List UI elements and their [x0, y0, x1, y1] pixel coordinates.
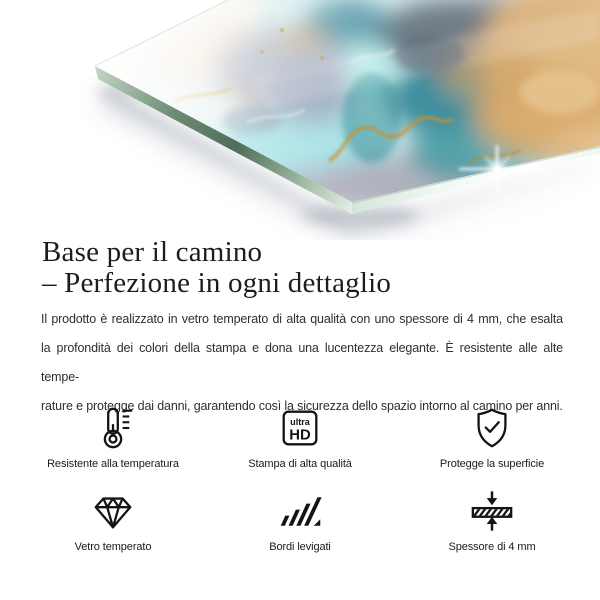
feature-surface-protection: [392, 405, 592, 470]
ultra-hd-icon: [277, 405, 323, 451]
diamond-icon: [90, 488, 136, 534]
product-description: [41, 305, 563, 421]
product-hero-image: [0, 0, 600, 240]
feature-label: Stampa di alta qualità: [248, 458, 352, 470]
feature-temperature: [13, 405, 213, 470]
polished-edges-icon: [277, 488, 323, 534]
title-line-1: Base per il camino: [42, 236, 263, 268]
feature-thickness: [392, 488, 592, 553]
glass-panel-image: [0, 0, 600, 240]
feature-tempered-glass: [13, 488, 213, 553]
feature-label: Protegge la superficie: [439, 458, 545, 470]
ultra-hd-badge-top: ultra: [290, 417, 310, 428]
title-line-2: – Perfezione in ogni dettaglio: [42, 267, 392, 299]
compressed-thickness-icon: [469, 488, 515, 534]
description-line: Il prodotto è realizzato in vetro temperato di alta qualità con uno spessore di 4 mm, che esalta: [41, 312, 563, 326]
thermometer-icon: [90, 405, 136, 451]
feature-label: Resistente alla temperatura: [47, 458, 179, 470]
feature-label: Bordi levigati: [269, 541, 331, 553]
feature-label: Vetro temperato: [74, 541, 152, 553]
feature-label: Spessore di 4 mm: [448, 541, 536, 553]
shield-check-icon: [469, 405, 515, 451]
feature-polished-edges: [200, 488, 400, 553]
page-title: [42, 237, 391, 299]
ultra-hd-badge-bottom: HD: [289, 427, 311, 444]
description-line: rature e protegge dai danni, garantendo così la sicurezza dello spazio intorno al camino per anni.: [41, 399, 563, 413]
feature-print-quality: [200, 405, 400, 470]
description-line: la profondità dei colori della stampa e dona una lucentezza elegante. È resistente alle alte tempe-: [41, 341, 563, 384]
